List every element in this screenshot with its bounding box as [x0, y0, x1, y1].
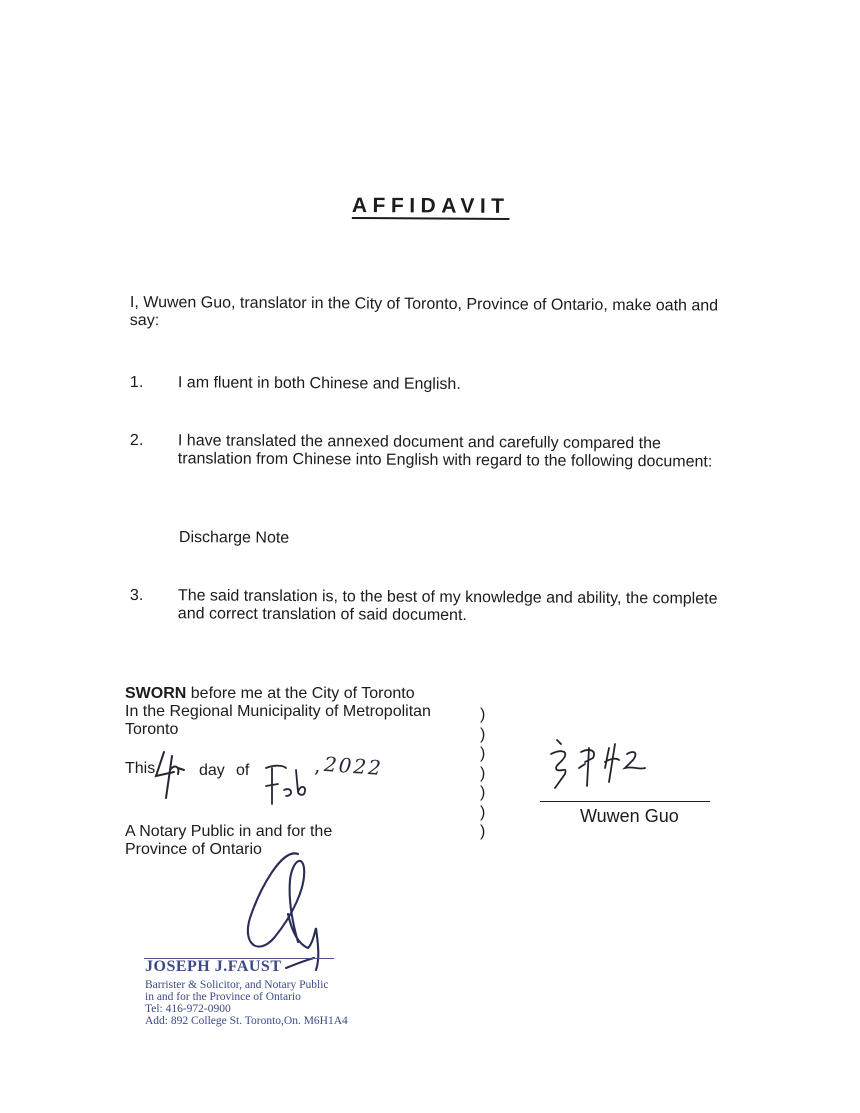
- jurat-line-3: Toronto: [125, 721, 179, 738]
- item-text: The said translation is, to the best of my knowledge and ability, the complete and correct translation of said document.: [177, 587, 718, 625]
- stamp-name: JOSEPH J.FAUST: [145, 958, 282, 975]
- stamp-line-3: Tel: 416-972-0900: [145, 1003, 231, 1015]
- document-title: AFFIDAVIT: [351, 194, 510, 218]
- bracket: ): [480, 823, 486, 840]
- bracket: ): [480, 784, 486, 801]
- signature-line: [540, 801, 710, 802]
- bracket: ): [480, 725, 486, 743]
- this-label: This: [125, 760, 156, 777]
- item-text: I am fluent in both Chinese and English.: [177, 374, 461, 394]
- sworn-text: before me at the City of Toronto: [186, 685, 415, 702]
- item-number: 3.: [129, 587, 144, 605]
- intro-paragraph: I, Wuwen Guo, translator in the City of Toronto, Province of Ontario, make oath and say:: [129, 294, 719, 330]
- notary-line-2: Province of Ontario: [125, 841, 262, 858]
- jurat-block: [125, 685, 465, 739]
- day-label: day: [199, 762, 225, 779]
- stamp-line-1: Barrister & Solicitor, and Notary Public: [145, 979, 329, 991]
- jurat-brackets: [480, 705, 485, 842]
- numbered-item: [129, 587, 740, 625]
- jurat-line-2: In the Regional Municipality of Metropolitan: [125, 703, 431, 720]
- numbered-item: [129, 374, 740, 394]
- stamp-line-2: in and for the Province of Ontario: [145, 991, 301, 1003]
- bracket: ): [480, 764, 486, 782]
- translator-signature: [545, 738, 665, 800]
- bracket: ): [480, 745, 486, 762]
- notary-signature: [236, 848, 346, 973]
- handwritten-month-mark: [262, 762, 322, 812]
- stamp-line-4: Add: 892 College St. Toronto,On. M6H1A4: [145, 1015, 348, 1027]
- handwritten-year: 2022: [323, 751, 384, 781]
- signer-name: Wuwen Guo: [580, 806, 679, 826]
- of-label: of: [236, 762, 250, 779]
- item-number: 1.: [129, 374, 144, 392]
- item-number: 2.: [129, 432, 144, 450]
- notary-line-1: A Notary Public in and for the: [125, 823, 333, 840]
- year-comma: ,: [314, 753, 321, 777]
- bracket: ): [480, 706, 486, 723]
- handwritten-day-mark: [150, 748, 190, 808]
- numbered-item: [129, 432, 740, 471]
- bracket: ): [480, 803, 486, 821]
- sworn-label: SWORN: [125, 685, 187, 702]
- translated-document-name: Discharge Note: [178, 529, 290, 547]
- item-text: I have translated the annexed document and carefully compared the translation from Chinese into English with regard to the following document:: [177, 432, 713, 471]
